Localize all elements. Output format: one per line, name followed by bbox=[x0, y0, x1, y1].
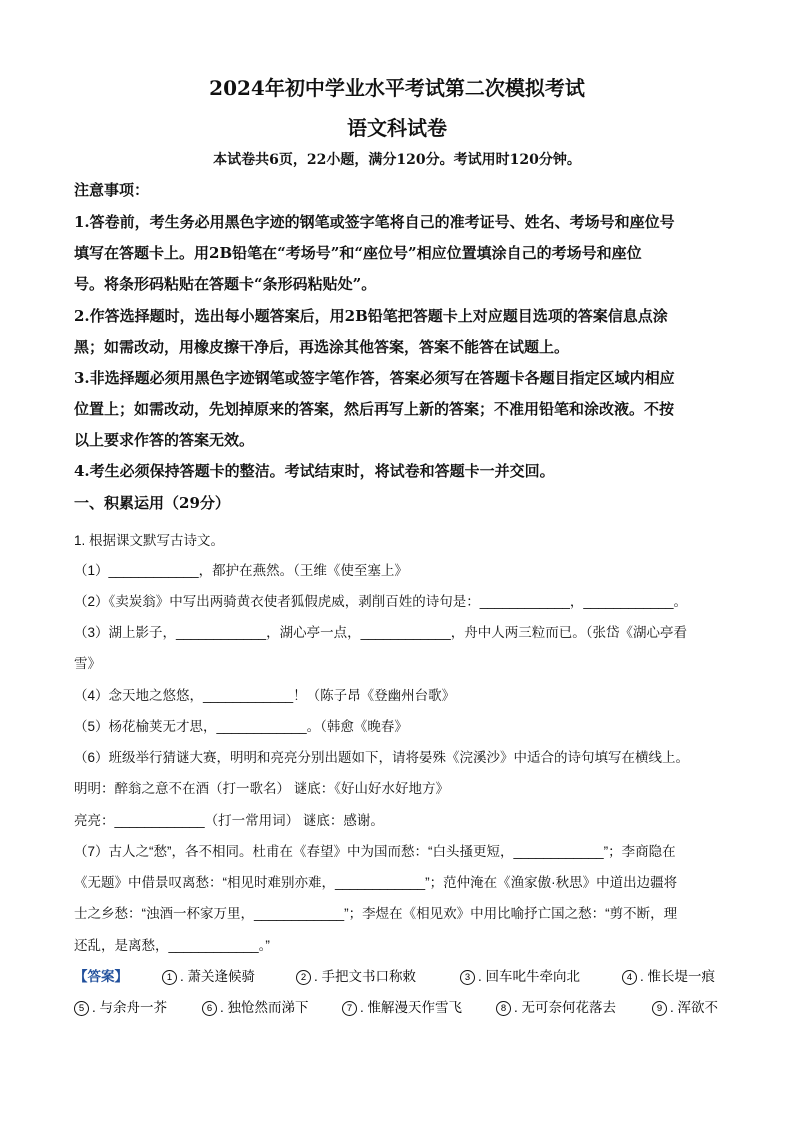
answer-text: . 浑欲不 bbox=[670, 1000, 719, 1015]
answer-number: 6 bbox=[202, 1001, 217, 1016]
question-line: （3）湖上影子，____________，湖心亭一点，____________，舟中人两三粒而已。（张岱《湖心亭看 bbox=[74, 625, 687, 640]
answer-text: . 惟长堤一痕 bbox=[640, 969, 716, 984]
question-stem: 1. 根据课文默写古诗文。 bbox=[74, 533, 225, 548]
notice-line: 位置上；如需改动，先划掉原来的答案，然后再写上新的答案；不准用铅笔和涂改液。不按 bbox=[74, 400, 675, 418]
answer-item bbox=[202, 996, 309, 1016]
answer-item bbox=[342, 996, 462, 1016]
question-line: 还乱，是离愁，____________。” bbox=[74, 938, 270, 953]
answer-item bbox=[652, 996, 718, 1016]
section-heading: 一、积累运用（29分） bbox=[74, 494, 230, 512]
exam-title: 2024年初中学业水平考试第二次模拟考试 bbox=[209, 76, 585, 100]
answer-text: . 回车叱牛牵向北 bbox=[478, 969, 581, 984]
question-line: （4）念天地之悠悠，____________！（陈子昂《登幽州台歌》 bbox=[74, 688, 456, 703]
notice-line: 4.考生必须保持答题卡的整洁。考试结束时，将试卷和答题卡一并交回。 bbox=[74, 462, 555, 480]
exam-info: 本试卷共6页，22小题，满分120分。考试用时120分钟。 bbox=[213, 152, 581, 168]
answer-number: 5 bbox=[74, 1001, 89, 1016]
answer-number: 7 bbox=[342, 1001, 357, 1016]
answer-text: . 独怆然而涕下 bbox=[220, 1000, 309, 1015]
question-line: （6）班级举行猜谜大赛，明明和亮亮分别出题如下，请将晏殊《浣溪沙》中适合的诗句填写在横线上。 bbox=[74, 750, 690, 765]
question-line: （7）古人之“愁”，各不相同。杜甫在《春望》中为国而愁：“白头搔更短，____________”；李商隐在 bbox=[74, 844, 676, 859]
notice-line: 号。将条形码粘贴在答题卡“条形码粘贴处”。 bbox=[74, 275, 377, 293]
answer-number: 8 bbox=[496, 1001, 511, 1016]
question-line: 士之乡愁：“浊酒一杯家万里，____________”；李煜在《相见欢》中用比喻抒亡国之愁：“剪不断，理 bbox=[74, 906, 678, 921]
notice-heading: 注意事项： bbox=[74, 181, 150, 199]
notice-line: 1.答卷前，考生务必用黑色字迹的钢笔或签字笔将自己的准考证号、姓名、考场号和座位号 bbox=[74, 213, 675, 231]
question-line: 雪》 bbox=[74, 656, 101, 671]
answer-item bbox=[460, 965, 580, 985]
question-line: （2）《卖炭翁》中写出两骑黄衣使者狐假虎威，剥削百姓的诗句是：____________，____________。 bbox=[74, 594, 687, 609]
question-line: 明明：醉翁之意不在酒（打一歌名） 谜底：《好山好水好地方》 bbox=[74, 781, 449, 796]
answer-number: 2 bbox=[296, 970, 311, 985]
question-line: （1）____________，都护在燕然。（王维《使至塞上》 bbox=[74, 563, 408, 578]
exam-subject: 语文科试卷 bbox=[347, 116, 447, 140]
answer-text: . 与余舟一芥 bbox=[92, 1000, 168, 1015]
answer-text: . 手把文书口称敕 bbox=[314, 969, 417, 984]
notice-line: 以上要求作答的答案无效。 bbox=[74, 431, 255, 449]
answer-number: 4 bbox=[622, 970, 637, 985]
answer-text: . 萧关逢候骑 bbox=[180, 969, 256, 984]
answer-text: . 惟解漫天作雪飞 bbox=[360, 1000, 463, 1015]
answer-text: . 无可奈何花落去 bbox=[514, 1000, 617, 1015]
answer-item bbox=[296, 965, 416, 985]
notice-line: 2.作答选择题时，选出每小题答案后，用2B铅笔把答题卡上对应题目选项的答案信息点涂 bbox=[74, 307, 668, 325]
answer-item bbox=[162, 965, 255, 985]
answer-item bbox=[496, 996, 616, 1016]
answer-number: 9 bbox=[652, 1001, 667, 1016]
answer-number: 3 bbox=[460, 970, 475, 985]
answer-item bbox=[74, 996, 167, 1016]
notice-line: 黑；如需改动，用橡皮擦干净后，再选涂其他答案，答案不能答在试题上。 bbox=[74, 338, 570, 356]
question-line: 亮亮：____________（打一常用词） 谜底：感谢。 bbox=[74, 813, 384, 828]
answer-label: 【答案】 bbox=[74, 969, 128, 984]
notice-line: 3.非选择题必须用黑色字迹钢笔或签字笔作答，答案必须写在答题卡各题目指定区域内相应 bbox=[74, 369, 675, 387]
answer-item bbox=[622, 965, 715, 985]
question-line: 《无题》中借景叹离愁：“相见时难别亦难，____________”；范仲淹在《渔家傲·秋思》中道出边疆将 bbox=[74, 875, 678, 890]
question-line: （5）杨花榆荚无才思，____________。（韩愈《晚春》 bbox=[74, 719, 408, 734]
notice-line: 填写在答题卡上。用2B铅笔在“考场号”和“座位号”相应位置填涂自己的考场号和座位 bbox=[74, 244, 642, 262]
answer-number: 1 bbox=[162, 970, 177, 985]
